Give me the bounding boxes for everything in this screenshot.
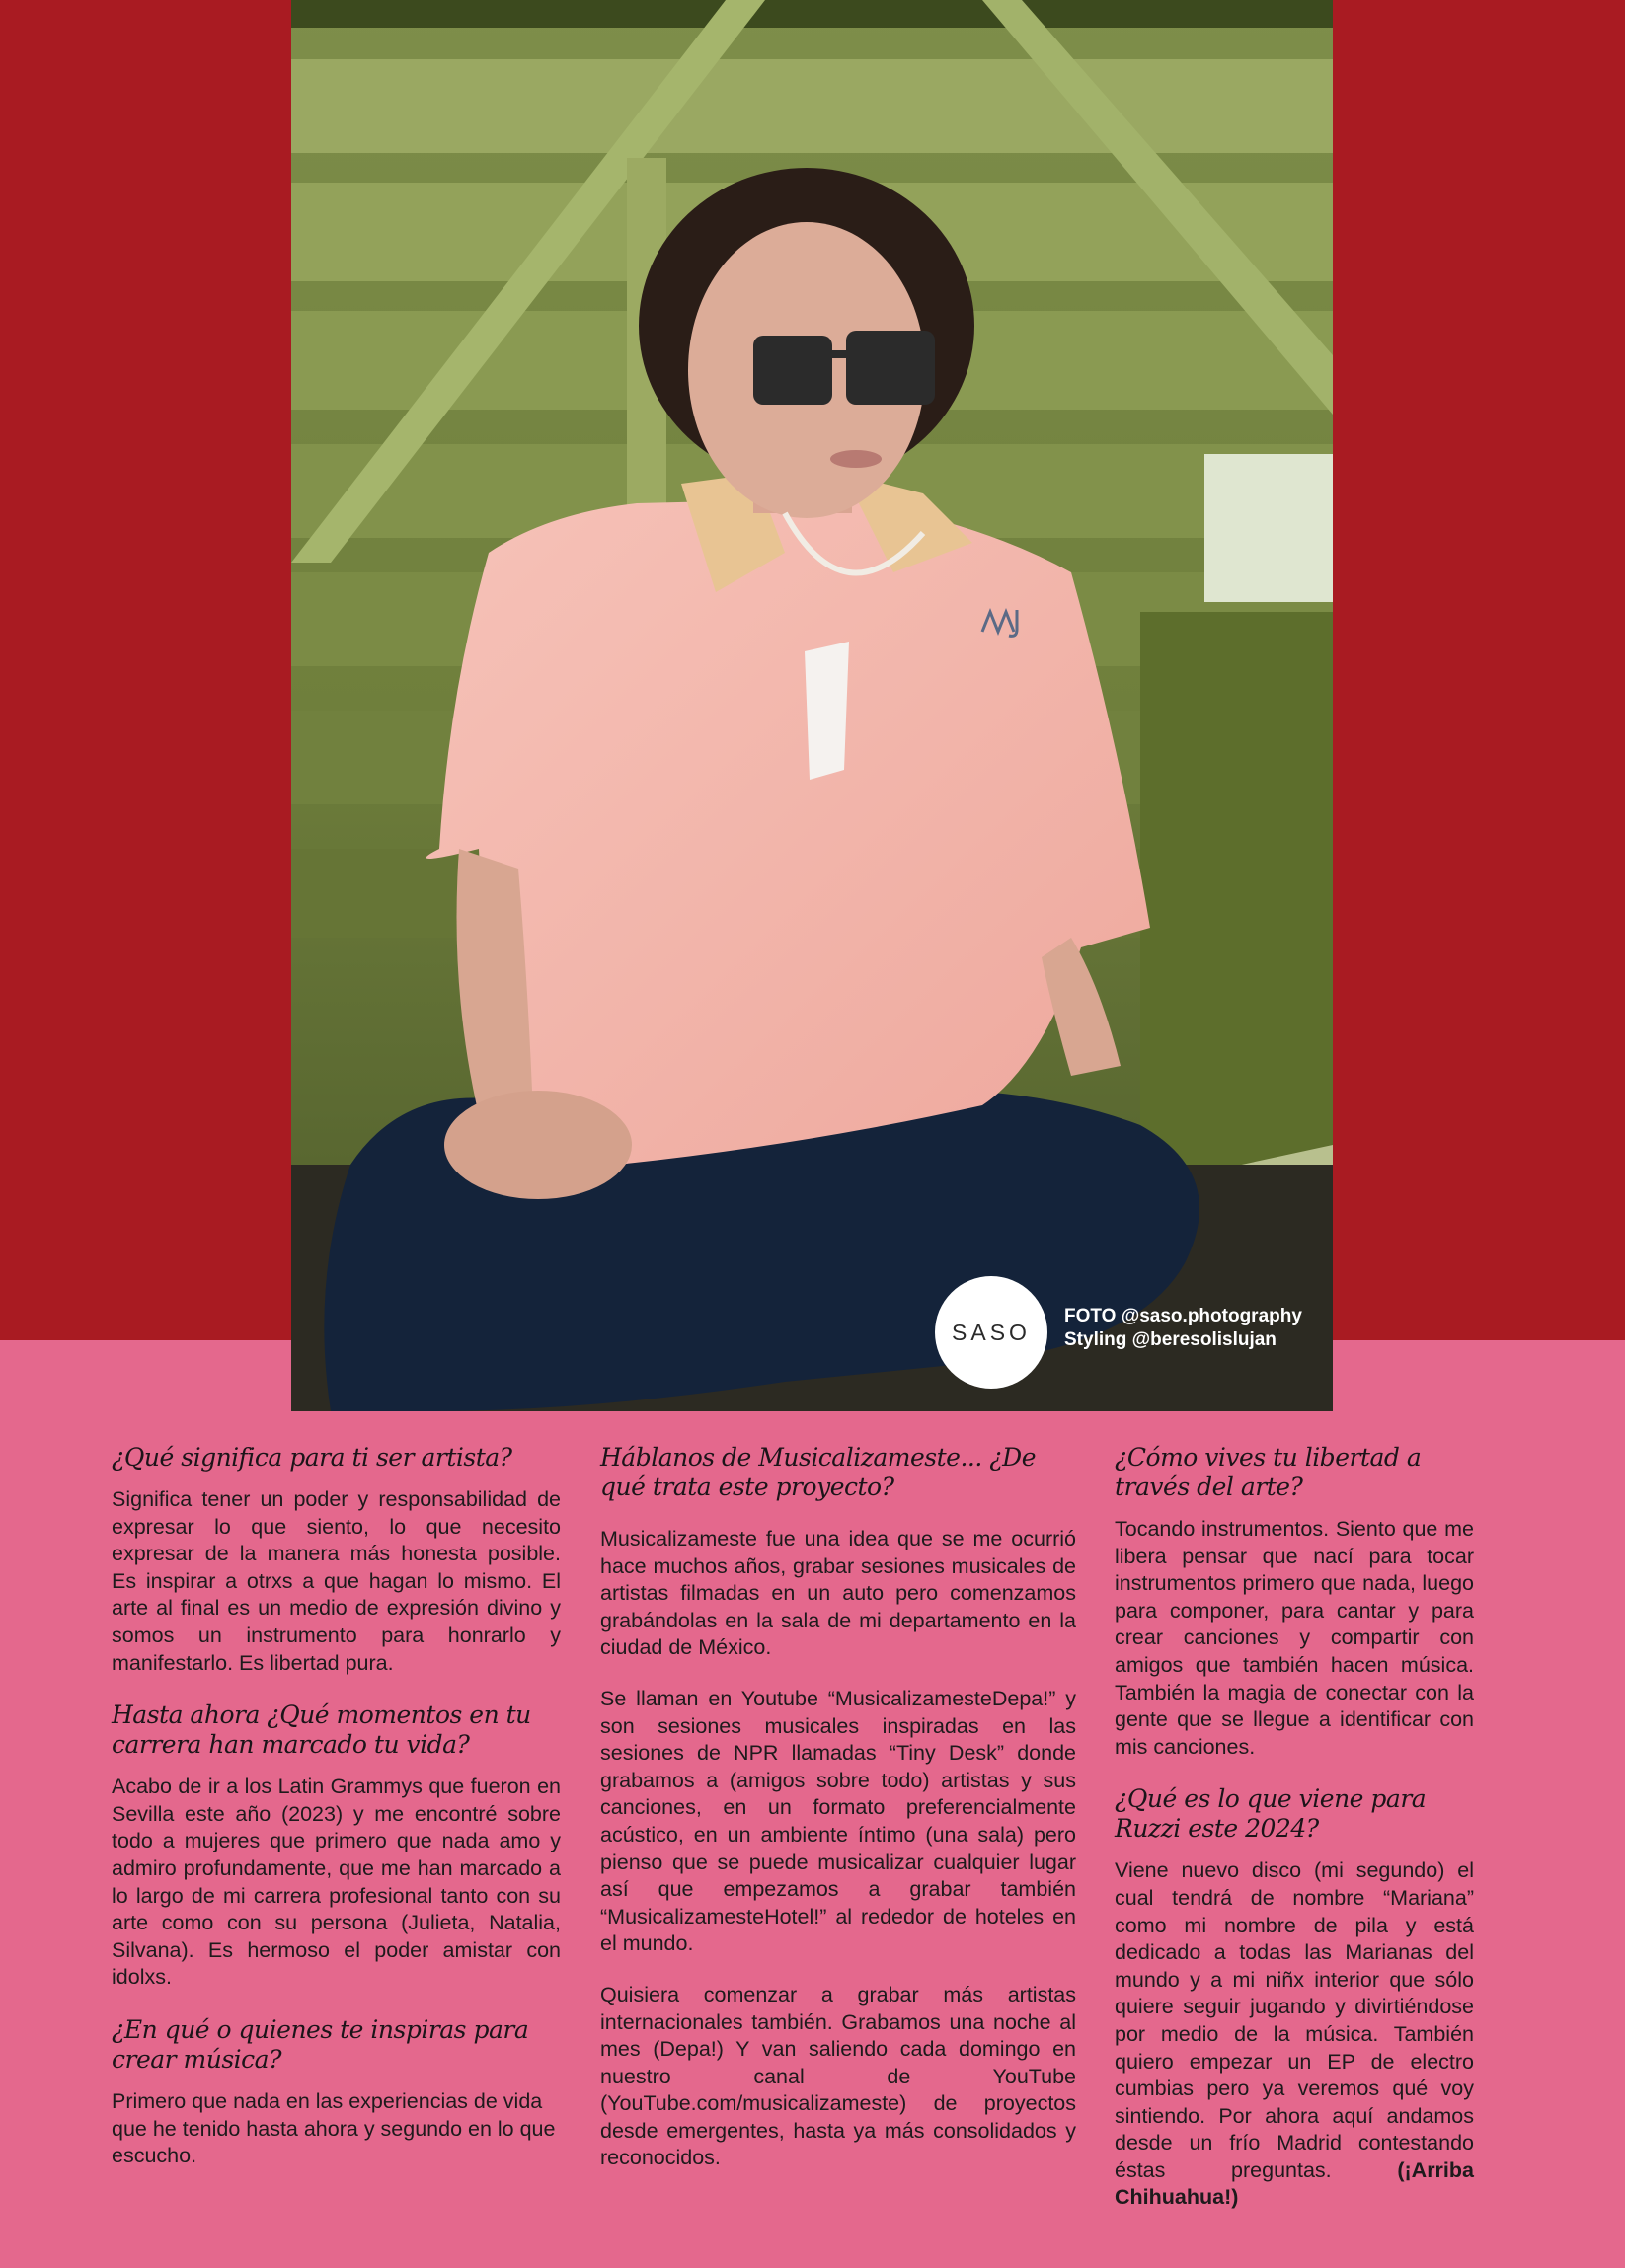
- article-column-3: [1115, 1443, 1474, 2235]
- answer-paragraph: Tocando instrumentos. Siento que me libera pensar que nací para tocar instrumentos primero que nada, luego para componer, para cantar y para crear canciones y compartir con amigos que también hacen música. También la magia de conectar con la gente que se llegue a identificar con mis canciones.: [1115, 1517, 1474, 1759]
- answer-paragraph: Quisiera comenzar a grabar más artistas internacionales también. Grabamos una noche al mes (Depa!) Y van saliendo cada domingo en nuestro canal de YouTube (YouTube.com/musicalizameste) de proyectos desde emergentes, hasta ya más consolidados y reconocidos.: [600, 1982, 1076, 2170]
- question-heading: Hasta ahora ¿Qué momentos en tu carrera han marcado tu vida?: [112, 1701, 531, 1760]
- question-heading: ¿Qué significa para ti ser artista?: [112, 1443, 512, 1472]
- answer-paragraph: Acabo de ir a los Latin Grammys que fueron en Sevilla este año (2023) y me encontré sobre todo a mujeres que primero que nada amo y admiro profundamente, que me han marcado a lo largo de mi carrera profesional tanto con su arte como con su persona (Julieta, Natalia, Silvana). Es hermoso el poder amistar con idolxs.: [112, 1775, 561, 1990]
- article-column-2: [600, 1443, 1076, 2196]
- portrait-photo: [291, 0, 1333, 1411]
- question-heading: ¿Qué es lo que viene para Ruzzi este 2024?: [1115, 1784, 1427, 1844]
- styling-credit: Styling @beresolislujan: [1064, 1329, 1277, 1350]
- question-heading: ¿En qué o quienes te inspiras para crear música?: [112, 2014, 529, 2074]
- closing-exclamation: (¡Arriba Chihuahua!): [1115, 2157, 1474, 2210]
- answer-paragraph: Se llaman en Youtube “MusicalizamesteDepa!” y son sesiones musicales inspiradas en las sesiones de NPR llamadas “Tiny Desk” donde grabamos a (amigos sobre todo) artistas y sus canciones, en un formato preferencialmente acústico, en un ambiente íntimo (una sala) pero pienso que se puede musicalizar cualquier lugar así que empezamos a grabar también “MusicalizamesteHotel!” al rededor de hoteles en el mundo.: [600, 1686, 1076, 1956]
- article-column-1: [112, 1443, 561, 2194]
- question-heading: ¿Cómo vives tu libertad a través del arte?: [1115, 1443, 1422, 1501]
- photo-credit: FOTO @saso.photography: [1064, 1306, 1302, 1326]
- answer-paragraph: Significa tener un poder y responsabilidad de expresar lo que siento, lo que necesito expresar de la manera más honesta posible. Es inspirar a otrxs a que hagan lo mismo. El arte al final es un medio de expresión divino y somos un instrumento para honrarlo y manifestarlo. Es libertad pura.: [112, 1487, 561, 1675]
- answer-text: Viene nuevo disco (mi segundo) el cual tendrá de nombre “Mariana” como mi nombre de pila y está dedicado a todas las Marianas del mundo y a mi niñx interior que sólo quiere seguir jugando y divirtiéndose por medio de la música. También quiero empezar un EP de electro cumbias pero ya veremos qué voy sintiendo. Por ahora aquí andamos desde un frío Madrid contestando éstas preguntas.: [1115, 1858, 1474, 2182]
- answer-paragraph: [1115, 1857, 1474, 2212]
- answer-paragraph: Primero que nada en las experiencias de vida que he tenido hasta ahora y segundo en lo que escucho.: [112, 2088, 556, 2168]
- answer-paragraph: Musicalizameste fue una idea que se me ocurrió hace muchos años, grabar sesiones musicales de artistas filmadas en un auto pero comenzamos grabándolas en la sala de mi departamento en la ciudad de México.: [600, 1527, 1076, 1660]
- portrait-illustration: [291, 0, 1333, 1411]
- photo-credits: [1064, 1305, 1302, 1352]
- photographer-logo-badge: SASO: [935, 1276, 1047, 1389]
- question-heading: Háblanos de Musicalizameste... ¿De qué trata este proyecto?: [600, 1443, 1036, 1501]
